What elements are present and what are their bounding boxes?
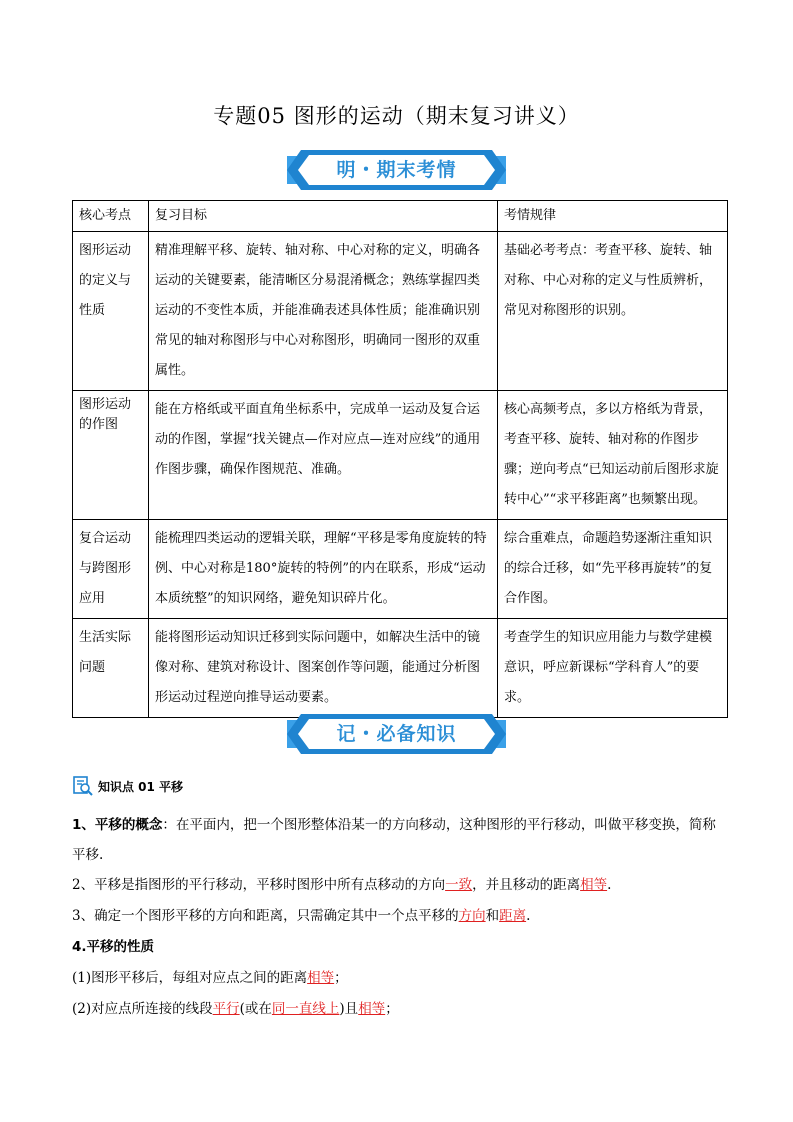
page-title: 专题05 图形的运动（期末复习讲义） <box>213 104 580 128</box>
text-fragment: . <box>526 908 531 924</box>
core-point-cell: 复合运动与跨图形应用 <box>73 520 149 619</box>
paragraph-property-1 <box>72 963 728 993</box>
paragraph-determine <box>72 901 728 931</box>
core-point-cell: 图形运动的作图 <box>73 391 149 520</box>
review-goal-cell: 能梳理四类运动的逻辑关联，理解“平移是零角度旋转的特例、中心对称是180°旋转的特例”的内在联系，形成“运动本质统整”的知识网络，避免知识碎片化。 <box>149 520 498 619</box>
answer-blank: 相等 <box>307 970 335 986</box>
answer-blank: 同一直线上 <box>271 1001 340 1017</box>
paragraph-properties-heading <box>72 932 728 962</box>
review-goal-cell: 能在方格纸或平面直角坐标系中，完成单一运动及复合运动的作图，掌握“找关键点—作对应点—连对应线”的通用作图步骤，确保作图规范、准确。 <box>149 391 498 520</box>
text-fragment: 和 <box>485 908 500 924</box>
banner-title: 明・期末考情 <box>336 159 457 181</box>
header-core-point: 核心考点 <box>73 201 149 232</box>
header-exam-pattern: 考情规律 <box>498 201 728 232</box>
answer-blank: 距离 <box>499 908 527 924</box>
text-fragment: (1)图形平移后，每组对应点之间的距离 <box>72 970 308 986</box>
review-goal-cell: 能将图形运动知识迁移到实际问题中，如解决生活中的镜像对称、建筑对称设计、图案创作等问题，能通过分析图形运动过程逆向推导运动要素。 <box>149 619 498 718</box>
text-fragment: ； <box>334 970 348 986</box>
table-row <box>73 520 728 619</box>
exam-pattern-cell: 考查学生的知识应用能力与数学建模意识，呼应新课标“学科育人”的要求。 <box>498 619 728 718</box>
text-fragment: )且 <box>339 1001 359 1017</box>
text-fragment: 3、确定一个图形平移的方向和距离，只需确定其中一个点平移的 <box>72 908 459 924</box>
core-point-cell: 图形运动的定义与性质 <box>73 232 149 391</box>
text-fragment: (或在 <box>239 1001 272 1017</box>
answer-blank: 一致 <box>445 877 473 893</box>
definition-label: 1、平移的概念 <box>72 817 163 833</box>
banner-title: 记・必备知识 <box>336 723 457 745</box>
text-fragment: ，并且移动的距离 <box>472 877 581 893</box>
paragraph-definition <box>72 810 728 870</box>
definition-text: ：在平面内，把一个图形整体沿某一的方向移动，这种图形的平行移动，叫做平移变换，简称平移. <box>72 817 716 863</box>
section-banner-exam <box>287 150 506 190</box>
table-row <box>73 391 728 520</box>
table-row <box>73 619 728 718</box>
text-fragment: 2、平移是指图形的平行移动，平移时图形中所有点移动的方向 <box>72 877 446 893</box>
answer-blank: 方向 <box>458 908 486 924</box>
exam-pattern-cell: 核心高频考点，多以方格纸为背景，考查平移、旋转、轴对称的作图步骤；逆向考点“已知运动前后图形求旋转中心”“求平移距离”也频繁出现。 <box>498 391 728 520</box>
header-review-goal: 复习目标 <box>149 201 498 232</box>
properties-heading: 4.平移的性质 <box>72 939 155 955</box>
section-banner-knowledge <box>287 714 506 754</box>
table-row <box>73 232 728 391</box>
exam-pattern-cell: 基础必考考点：考查平移、旋转、轴对称、中心对称的定义与性质辨析，常见对称图形的识别。 <box>498 232 728 391</box>
knowledge-point-heading <box>72 775 183 800</box>
core-point-cell: 生活实际问题 <box>73 619 149 718</box>
text-fragment: (2)对应点所连接的线段 <box>72 1001 213 1017</box>
text-fragment: . <box>607 877 612 893</box>
answer-blank: 平行 <box>212 1001 240 1017</box>
paragraph-direction <box>72 870 728 900</box>
review-plan-table <box>72 200 728 718</box>
magnifier-document-icon <box>72 775 94 800</box>
answer-blank: 相等 <box>580 877 608 893</box>
exam-pattern-cell: 综合重难点，命题趋势逐渐注重知识的综合迁移，如“先平移再旋转”的复合作图。 <box>498 520 728 619</box>
knowledge-point-title: 知识点 01 平移 <box>98 780 184 794</box>
answer-blank: 相等 <box>358 1001 386 1017</box>
review-goal-cell: 精准理解平移、旋转、轴对称、中心对称的定义，明确各运动的关键要素，能清晰区分易混淆概念；熟练掌握四类运动的不变性本质，并能准确表述具体性质；能准确识别常见的轴对称图形与中心对称图形，明确同一图形的双重属性。 <box>149 232 498 391</box>
paragraph-property-2 <box>72 994 728 1024</box>
text-fragment: ； <box>385 1001 399 1017</box>
table-header-row <box>73 201 728 232</box>
